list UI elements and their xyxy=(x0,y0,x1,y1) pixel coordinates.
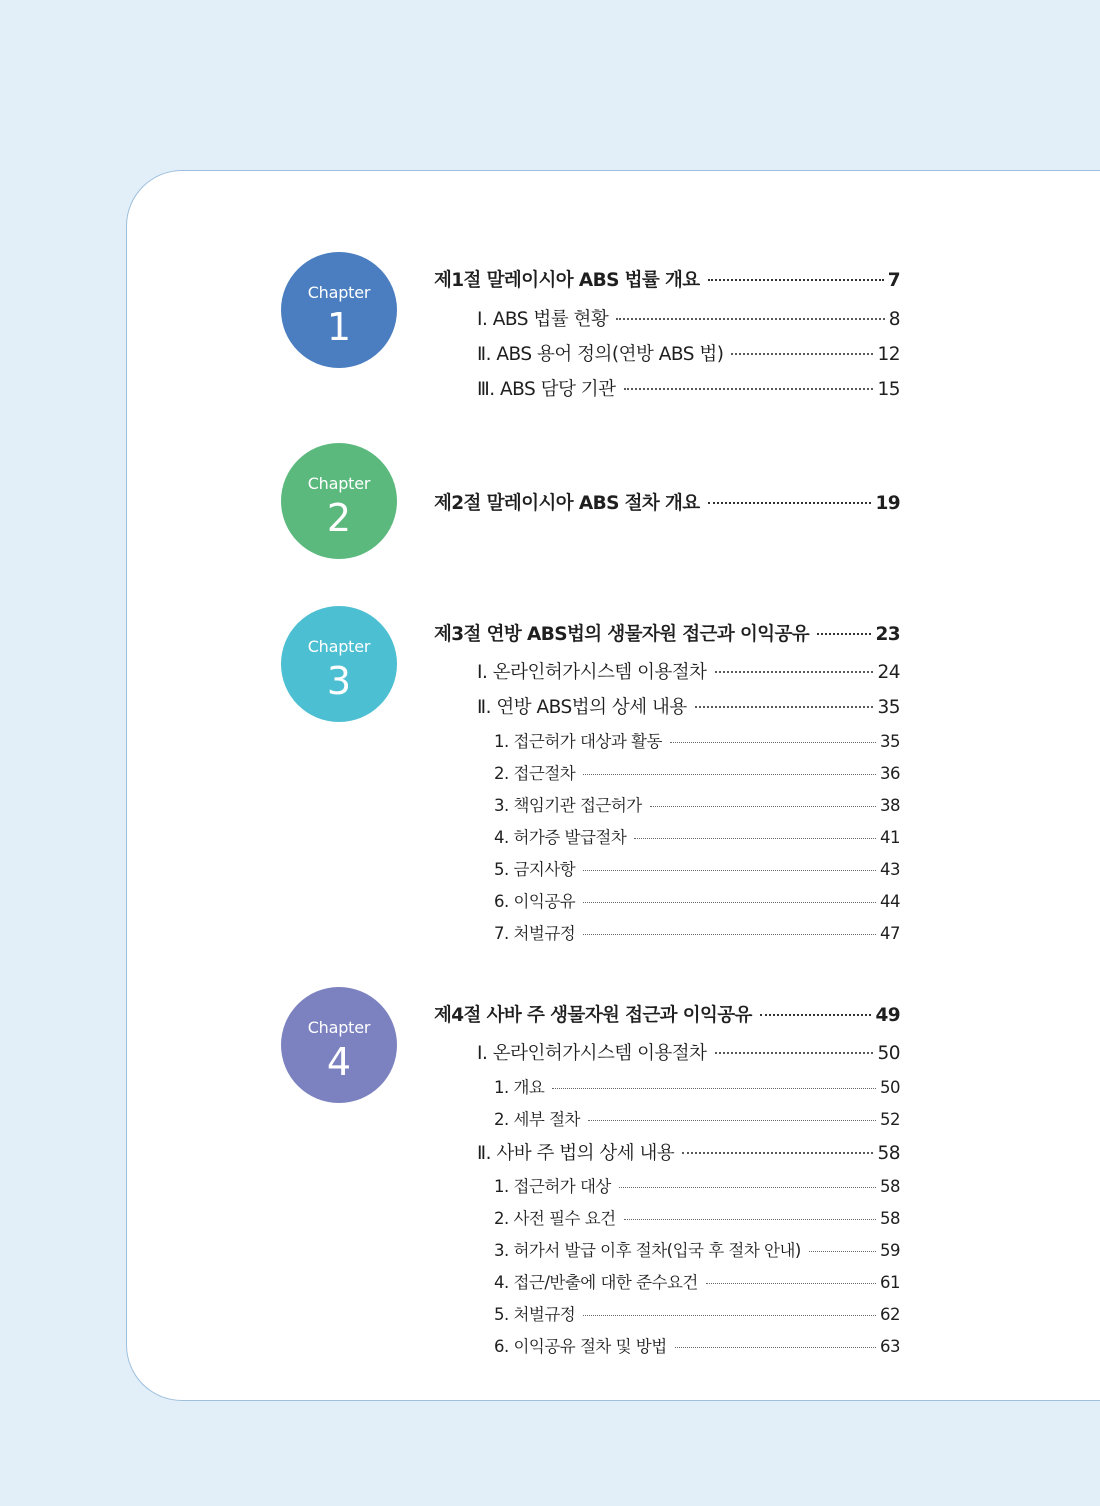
dot-leader xyxy=(650,806,876,807)
toc-entry-subsection[interactable]: 1. 접근허가 대상 58 xyxy=(494,1177,900,1196)
toc-entry-subsection[interactable]: 4. 접근/반출에 대한 준수요건 61 xyxy=(494,1273,900,1292)
chapter-number: 2 xyxy=(326,496,352,540)
page-number: 50 xyxy=(877,1043,900,1064)
dot-leader xyxy=(624,1219,876,1220)
dot-leader xyxy=(695,706,874,708)
toc-entry-section[interactable]: 제4절 사바 주 생물자원 접근과 이익공유 49 xyxy=(434,1005,900,1026)
toc-entry-section[interactable]: 제2절 말레이시아 ABS 절차 개요 19 xyxy=(434,493,900,514)
page-number: 47 xyxy=(880,924,900,943)
page-number: 61 xyxy=(880,1273,900,1292)
chapter-3-badge[interactable] xyxy=(281,606,397,722)
page-number: 44 xyxy=(880,892,900,911)
chapter-1-badge[interactable] xyxy=(281,252,397,368)
dot-leader xyxy=(670,742,876,743)
page-number: 52 xyxy=(880,1110,900,1129)
page-number: 36 xyxy=(880,764,900,783)
toc-entry[interactable]: Ⅱ. 사바 주 법의 상세 내용 58 xyxy=(477,1143,900,1164)
toc-entry[interactable]: Ⅰ. ABS 법률 현황 8 xyxy=(477,309,900,330)
chapter-number: 4 xyxy=(326,1040,352,1084)
dot-leader xyxy=(624,388,874,390)
toc-entry[interactable]: Ⅰ. 온라인허가시스템 이용절차 50 xyxy=(477,1043,900,1064)
toc-entry-subsection[interactable]: 1. 개요 50 xyxy=(494,1078,900,1097)
dot-leader xyxy=(715,671,874,673)
dot-leader xyxy=(675,1347,876,1348)
chapter-number: 3 xyxy=(326,659,352,703)
dot-leader xyxy=(708,279,884,281)
dot-leader xyxy=(583,870,876,871)
toc-entry-subsection[interactable]: 7. 처벌규정 47 xyxy=(494,924,900,943)
page-number: 8 xyxy=(888,309,900,330)
chapter-label: Chapter xyxy=(307,1018,371,1037)
dot-leader xyxy=(708,502,872,504)
dot-leader xyxy=(583,934,876,935)
dot-leader xyxy=(588,1120,876,1121)
dot-leader xyxy=(731,353,873,355)
toc-entry[interactable]: Ⅱ. ABS 용어 정의(연방 ABS 법) 12 xyxy=(477,344,900,365)
toc-entry[interactable]: Ⅱ. 연방 ABS법의 상세 내용 35 xyxy=(477,697,900,718)
toc-entry-subsection[interactable]: 1. 접근허가 대상과 활동 35 xyxy=(494,732,900,751)
dot-leader xyxy=(619,1187,876,1188)
page-number: 50 xyxy=(880,1078,900,1097)
chapter-label: Chapter xyxy=(307,283,371,302)
dot-leader xyxy=(715,1052,874,1054)
dot-leader xyxy=(817,633,871,635)
page-number: 23 xyxy=(875,624,900,645)
page-number: 58 xyxy=(880,1209,900,1228)
dot-leader xyxy=(809,1251,876,1252)
dot-leader xyxy=(583,1315,876,1316)
dot-leader xyxy=(760,1014,872,1016)
page-number: 41 xyxy=(880,828,900,847)
toc-entry-subsection[interactable]: 6. 이익공유 44 xyxy=(494,892,900,911)
dot-leader xyxy=(634,838,876,839)
dot-leader xyxy=(583,774,876,775)
toc-entry-subsection[interactable]: 2. 접근절차 36 xyxy=(494,764,900,783)
toc-entry-subsection[interactable]: 5. 처벌규정 62 xyxy=(494,1305,900,1324)
dot-leader xyxy=(583,902,876,903)
chapter-label: Chapter xyxy=(307,637,371,656)
page-number: 58 xyxy=(880,1177,900,1196)
toc-entry-subsection[interactable]: 6. 이익공유 절차 및 방법 63 xyxy=(494,1337,900,1356)
page-number: 35 xyxy=(877,697,900,718)
toc-entry-section[interactable]: 제1절 말레이시아 ABS 법률 개요 7 xyxy=(434,270,900,291)
toc-entry-subsection[interactable]: 2. 사전 필수 요건 58 xyxy=(494,1209,900,1228)
toc-entry-subsection[interactable]: 3. 허가서 발급 이후 절차(입국 후 절차 안내) 59 xyxy=(494,1241,900,1260)
toc-entry-section[interactable]: 제3절 연방 ABS법의 생물자원 접근과 이익공유 23 xyxy=(434,624,900,645)
page-number: 62 xyxy=(880,1305,900,1324)
toc-entry-subsection[interactable]: 4. 허가증 발급절차 41 xyxy=(494,828,900,847)
dot-leader xyxy=(706,1283,876,1284)
page-number: 12 xyxy=(877,344,900,365)
toc-entry-subsection[interactable]: 3. 책임기관 접근허가 38 xyxy=(494,796,900,815)
toc-entry[interactable]: Ⅲ. ABS 담당 기관 15 xyxy=(477,379,900,400)
dot-leader xyxy=(552,1088,876,1089)
toc-entry[interactable]: Ⅰ. 온라인허가시스템 이용절차 24 xyxy=(477,662,900,683)
page-number: 19 xyxy=(875,493,900,514)
chapter-label: Chapter xyxy=(307,474,371,493)
dot-leader xyxy=(616,318,884,320)
page-number: 38 xyxy=(880,796,900,815)
toc-entry-subsection[interactable]: 5. 금지사항 43 xyxy=(494,860,900,879)
page-number: 58 xyxy=(877,1143,900,1164)
toc-entry-subsection[interactable]: 2. 세부 절차 52 xyxy=(494,1110,900,1129)
page-number: 63 xyxy=(880,1337,900,1356)
page-number: 59 xyxy=(880,1241,900,1260)
page-number: 35 xyxy=(880,732,900,751)
chapter-2-badge[interactable] xyxy=(281,443,397,559)
chapter-4-badge[interactable] xyxy=(281,987,397,1103)
page-number: 43 xyxy=(880,860,900,879)
page-number: 24 xyxy=(877,662,900,683)
page-number: 7 xyxy=(887,270,900,291)
page-number: 49 xyxy=(875,1005,900,1026)
chapter-number: 1 xyxy=(326,305,352,349)
page-number: 15 xyxy=(877,379,900,400)
dot-leader xyxy=(682,1152,873,1154)
